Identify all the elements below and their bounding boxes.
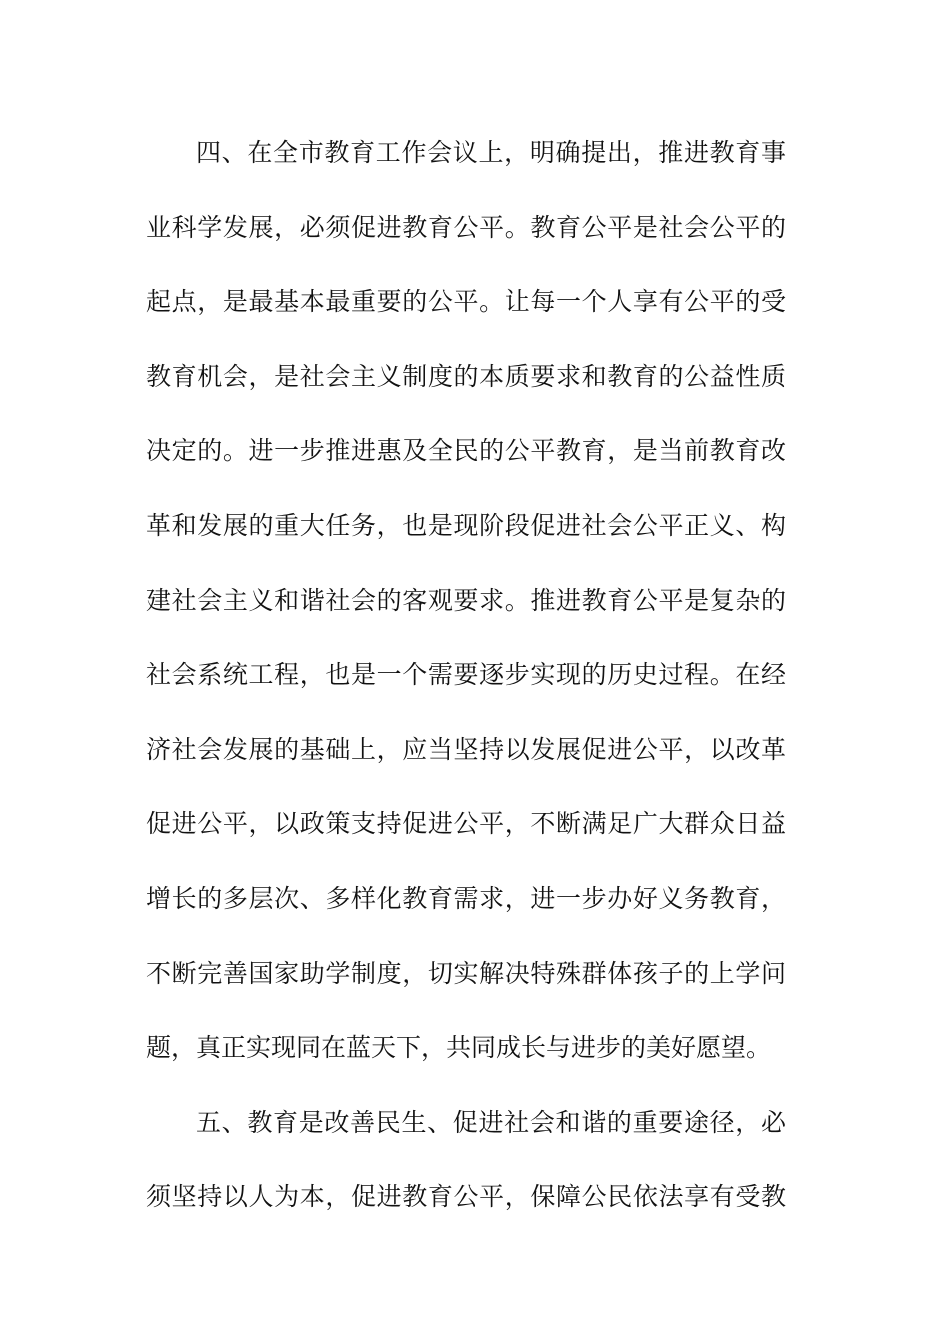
paragraph-4-line-4: 教育机会，是社会主义制度的本质要求和教育的公益性质 bbox=[146, 361, 786, 391]
paragraph-4-line-3: 起点，是最基本最重要的公平。让每一个人享有公平的受 bbox=[146, 287, 786, 317]
paragraph-4-line-6: 革和发展的重大任务，也是现阶段促进社会公平正义、构 bbox=[146, 510, 786, 540]
paragraph-5-line-2: 须坚持以人为本，促进教育公平，保障公民依法享有受教 bbox=[146, 1182, 786, 1212]
paragraph-4-line-12: 不断完善国家助学制度，切实解决特殊群体孩子的上学问 bbox=[146, 958, 786, 988]
paragraph-4-line-11: 增长的多层次、多样化教育需求，进一步办好义务教育， bbox=[146, 883, 786, 913]
paragraph-4-line-13: 题，真正实现同在蓝天下，共同成长与进步的美好愿望。 bbox=[146, 1033, 772, 1063]
paragraph-4-line-10: 促进公平，以政策支持促进公平，不断满足广大群众日益 bbox=[146, 809, 786, 839]
paragraph-4-line-7: 建社会主义和谐社会的客观要求。推进教育公平是复杂的 bbox=[146, 585, 786, 615]
paragraph-4-line-5: 决定的。进一步推进惠及全民的公平教育，是当前教育改 bbox=[146, 436, 786, 466]
paragraph-4-line-1: 四、在全市教育工作会议上，明确提出，推进教育事 bbox=[196, 138, 786, 167]
paragraph-5-line-1: 五、教育是改善民生、促进社会和谐的重要途径，必 bbox=[196, 1107, 786, 1137]
body-text bbox=[146, 128, 786, 1247]
paragraph-4-line-2: 业科学发展，必须促进教育公平。教育公平是社会公平的 bbox=[146, 212, 786, 242]
paragraph-4-line-8: 社会系统工程，也是一个需要逐步实现的历史过程。在经 bbox=[146, 660, 786, 690]
paragraph-4-line-9: 济社会发展的基础上，应当坚持以发展促进公平，以改革 bbox=[146, 734, 786, 764]
